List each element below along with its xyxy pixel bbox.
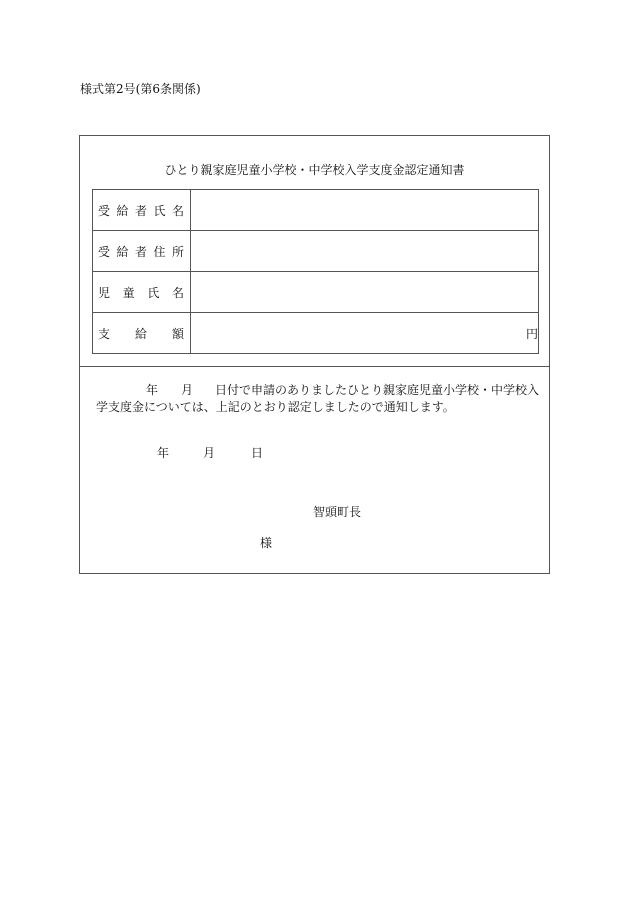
recipient-name-label: 受 給 者 氏 名 [93,190,191,231]
date-day: 日 [251,446,264,460]
body-text: 日付で申請のありましたひとり親家庭児童小学校・中学校入学支度金については、上記のとおり認定しましたので通知します。 [96,383,540,414]
notice-body-text [96,382,541,416]
payment-amount-value: 円 [191,313,539,354]
child-name-label: 児 童 氏 名 [93,272,191,313]
child-name-value [191,272,539,313]
recipient-name-value [191,190,539,231]
table-row [93,313,539,354]
sender-title: 智頭町長 [313,505,362,519]
date-year: 年 [157,446,170,460]
recipient-honorific: 様 [260,536,273,550]
recipient-address-value [191,231,539,272]
table-row [93,231,539,272]
table-row [93,272,539,313]
notice-box [79,135,550,574]
info-table [92,189,539,354]
table-row [93,190,539,231]
recipient-address-label: 受 給 者 住 所 [93,231,191,272]
body-month: 月 [181,383,194,397]
form-number: 様式第2号(第6条関係) [80,82,201,96]
payment-amount-label: 支 給 額 [93,313,191,354]
document-title: ひとり親家庭児童小学校・中学校入学支度金認定通知書 [164,163,465,177]
date-month: 月 [203,446,216,460]
notice-upper-section [80,136,549,367]
body-year: 年 [146,383,159,397]
